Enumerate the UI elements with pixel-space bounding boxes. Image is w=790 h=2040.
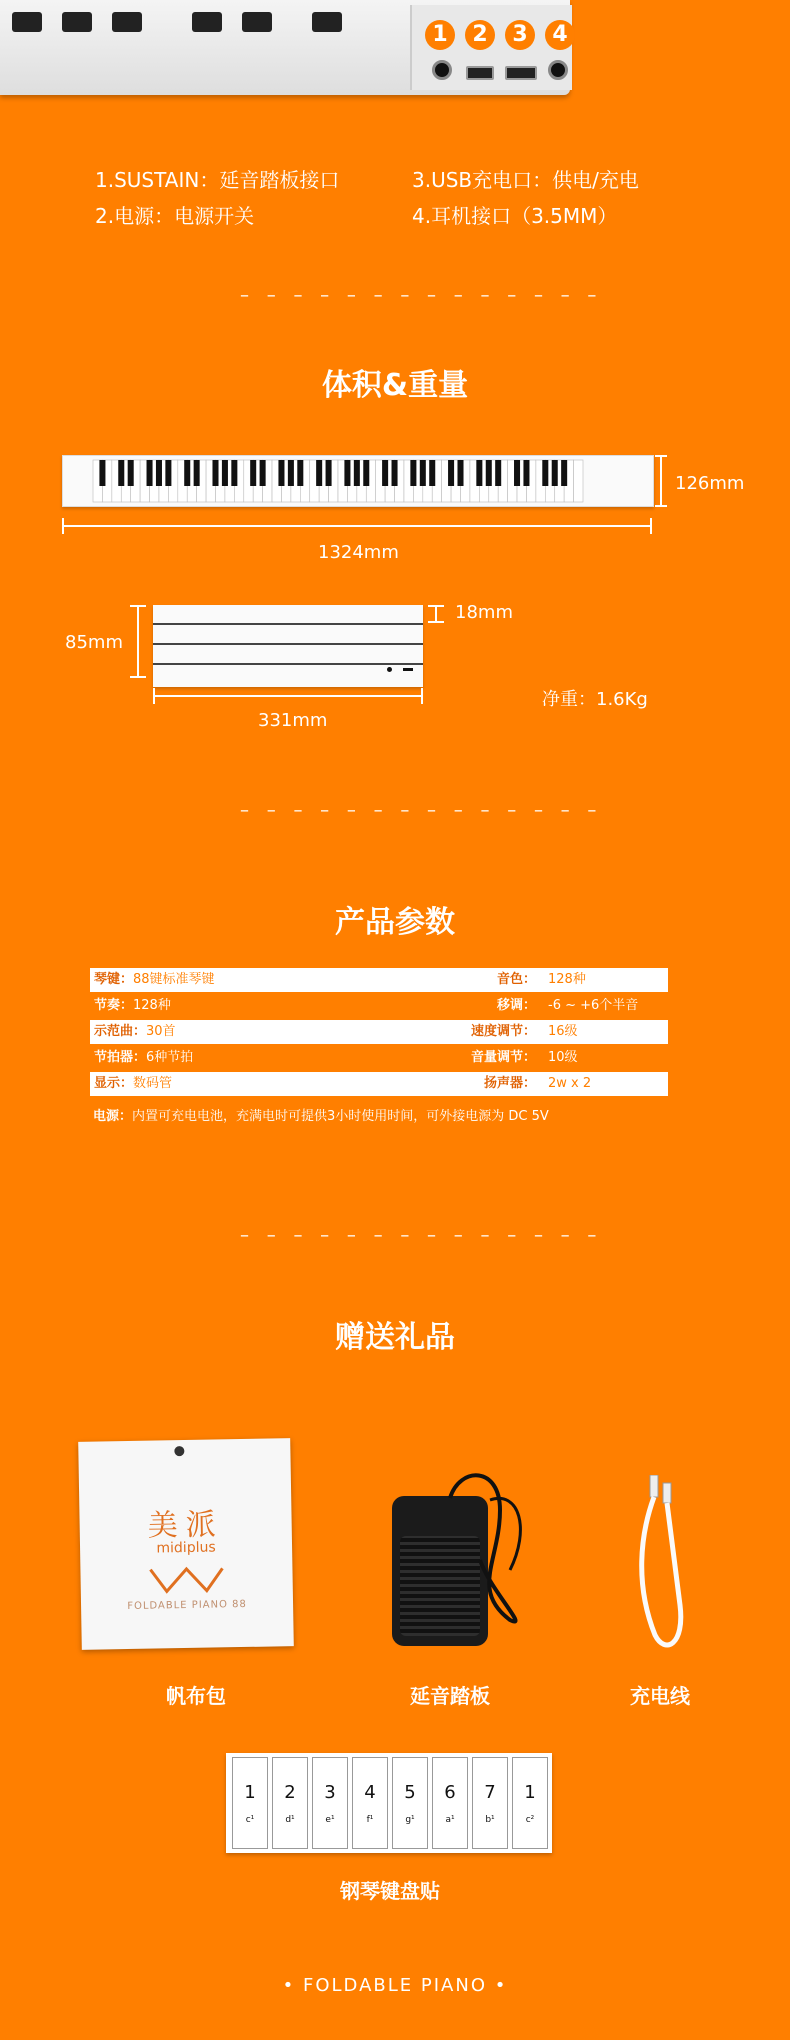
black-key bbox=[147, 460, 153, 486]
sticker-note: b¹ bbox=[485, 1815, 495, 1825]
black-key bbox=[326, 460, 332, 486]
piano-key bbox=[242, 12, 272, 32]
sticker-note: c¹ bbox=[245, 1815, 255, 1825]
sticker-num: 1 bbox=[524, 1782, 536, 1803]
folded-piano-illustration bbox=[153, 605, 423, 687]
black-key bbox=[118, 460, 124, 486]
spec-label: 示范曲： bbox=[94, 1024, 147, 1039]
divider: – – – – – – – – – – – – – – bbox=[240, 1225, 603, 1246]
sticker-key bbox=[472, 1757, 508, 1849]
black-key bbox=[552, 460, 558, 486]
sticker-num: 3 bbox=[324, 1782, 336, 1803]
piano-key bbox=[112, 12, 142, 32]
spec-value: -6 ~ +6个半音 bbox=[548, 998, 639, 1013]
sticker-key bbox=[312, 1757, 348, 1849]
sticker-note: e¹ bbox=[325, 1815, 335, 1825]
spec-row bbox=[90, 994, 668, 1018]
spec-value: 6种节拍 bbox=[146, 1050, 194, 1065]
port-desc-4: 4.耳机接口（3.5MM） bbox=[412, 204, 618, 228]
pedal-cable bbox=[430, 1470, 540, 1630]
usb-port bbox=[505, 66, 537, 80]
black-key bbox=[344, 460, 350, 486]
sticker-key bbox=[512, 1757, 548, 1849]
sticker-key bbox=[232, 1757, 268, 1849]
sticker-note: c² bbox=[525, 1815, 535, 1825]
black-key bbox=[194, 460, 200, 486]
black-key bbox=[392, 460, 398, 486]
spec-label: 琴键： bbox=[94, 972, 134, 987]
power-switch bbox=[466, 66, 494, 80]
piano-key bbox=[12, 12, 42, 32]
black-key bbox=[457, 460, 463, 486]
spec-label: 音色： bbox=[497, 972, 537, 987]
spec-value: 128种 bbox=[133, 998, 171, 1013]
spec-value: 10级 bbox=[548, 1050, 578, 1065]
black-key bbox=[523, 460, 529, 486]
black-key bbox=[316, 460, 322, 486]
sticker-key bbox=[432, 1757, 468, 1849]
black-key bbox=[363, 460, 369, 486]
headphone-port bbox=[548, 60, 568, 80]
piano-key bbox=[192, 12, 222, 32]
port-number: 4 bbox=[545, 20, 575, 50]
black-key bbox=[382, 460, 388, 486]
sticker-num: 7 bbox=[484, 1782, 496, 1803]
spec-row bbox=[90, 1072, 668, 1096]
key-sticker-image bbox=[226, 1753, 552, 1853]
footer-text: • FOLDABLE PIANO • bbox=[282, 1975, 508, 1996]
port-number: 2 bbox=[465, 20, 495, 50]
spec-label: 扬声器： bbox=[484, 1076, 537, 1091]
black-key bbox=[514, 460, 520, 486]
dim-thickness: 18mm bbox=[455, 602, 513, 623]
gift-label-cable: 充电线 bbox=[630, 1684, 690, 1708]
dim-folded-length: 331mm bbox=[258, 710, 328, 731]
white-key bbox=[574, 460, 583, 502]
spec-label: 移调： bbox=[497, 998, 537, 1013]
sticker-num: 6 bbox=[444, 1782, 456, 1803]
bag-logo: 美派 bbox=[147, 1507, 224, 1544]
power-label: 电源： bbox=[93, 1109, 133, 1124]
canvas-bag-image bbox=[78, 1438, 294, 1650]
black-key bbox=[495, 460, 501, 486]
black-key bbox=[288, 460, 294, 486]
black-key bbox=[278, 460, 284, 486]
dim-height: 126mm bbox=[675, 473, 745, 494]
black-key bbox=[212, 460, 218, 486]
gift-title: 赠送礼品 bbox=[335, 1320, 455, 1355]
sticker-note: g¹ bbox=[405, 1815, 415, 1825]
power-spec bbox=[93, 1105, 549, 1124]
spec-value: 88键标准琴键 bbox=[133, 972, 215, 987]
sticker-note: a¹ bbox=[445, 1815, 455, 1825]
bag-text: FOLDABLE PIANO 88 bbox=[127, 1598, 247, 1613]
black-key bbox=[165, 460, 171, 486]
gift-label-bag: 帆布包 bbox=[166, 1684, 226, 1708]
spec-label: 显示： bbox=[94, 1076, 134, 1091]
keyboard-illustration bbox=[62, 455, 654, 507]
bag-sub: midiplus bbox=[156, 1539, 216, 1557]
black-key bbox=[410, 460, 416, 486]
piano-key bbox=[312, 12, 342, 32]
black-key bbox=[486, 460, 492, 486]
spec-title: 产品参数 bbox=[335, 905, 455, 940]
black-key bbox=[231, 460, 237, 486]
black-key bbox=[260, 460, 266, 486]
spec-label: 音量调节： bbox=[471, 1050, 537, 1065]
divider: – – – – – – – – – – – – – – bbox=[240, 285, 603, 306]
black-key bbox=[297, 460, 303, 486]
spec-row bbox=[90, 1020, 668, 1044]
spec-value: 128种 bbox=[548, 972, 586, 987]
sticker-note: f¹ bbox=[366, 1815, 374, 1825]
port-panel-photo bbox=[0, 0, 570, 95]
black-key bbox=[354, 460, 360, 486]
port-number: 1 bbox=[425, 20, 455, 50]
sticker-num: 1 bbox=[244, 1782, 256, 1803]
sticker-num: 4 bbox=[364, 1782, 376, 1803]
piano-key bbox=[62, 12, 92, 32]
spec-row bbox=[90, 1046, 668, 1070]
black-key bbox=[222, 460, 228, 486]
size-title: 体积&重量 bbox=[321, 368, 469, 403]
port-desc-1: 1.SUSTAIN：延音踏板接口 bbox=[95, 168, 340, 192]
spec-label: 速度调节： bbox=[471, 1024, 537, 1039]
black-key bbox=[420, 460, 426, 486]
black-key bbox=[542, 460, 548, 486]
black-key bbox=[99, 460, 105, 486]
black-key bbox=[448, 460, 454, 486]
port-desc-2: 2.电源：电源开关 bbox=[95, 204, 255, 228]
spec-value: 2w x 2 bbox=[548, 1076, 592, 1091]
black-key bbox=[128, 460, 134, 486]
black-key bbox=[476, 460, 482, 486]
spec-value: 30首 bbox=[146, 1024, 176, 1039]
dim-folded-height: 85mm bbox=[65, 632, 123, 653]
black-key bbox=[184, 460, 190, 486]
spec-label: 节奏： bbox=[94, 998, 134, 1013]
charging-cable-image bbox=[630, 1475, 690, 1655]
gift-label-sticker: 钢琴键盘贴 bbox=[340, 1879, 440, 1903]
sticker-num: 5 bbox=[404, 1782, 416, 1803]
sticker-num: 2 bbox=[284, 1782, 296, 1803]
black-key bbox=[561, 460, 567, 486]
port-desc-3: 3.USB充电口：供电/充电 bbox=[412, 168, 639, 192]
black-key bbox=[156, 460, 162, 486]
port-number: 3 bbox=[505, 20, 535, 50]
gift-label-pedal: 延音踏板 bbox=[410, 1684, 490, 1708]
net-weight: 净重：1.6Kg bbox=[542, 689, 648, 710]
sticker-note: d¹ bbox=[285, 1815, 295, 1825]
dim-length: 1324mm bbox=[318, 542, 399, 563]
spec-label: 节拍器： bbox=[94, 1050, 147, 1065]
power-value: 内置可充电电池，充满电时可提供3小时使用时间，可外接电源为 DC 5V bbox=[132, 1109, 549, 1124]
sticker-key bbox=[392, 1757, 428, 1849]
spec-row bbox=[90, 968, 668, 992]
black-key bbox=[250, 460, 256, 486]
divider: – – – – – – – – – – – – – – bbox=[240, 800, 603, 821]
sticker-key bbox=[272, 1757, 308, 1849]
black-key bbox=[429, 460, 435, 486]
sustain-port bbox=[432, 60, 452, 80]
sticker-key bbox=[352, 1757, 388, 1849]
spec-value: 数码管 bbox=[133, 1076, 173, 1091]
spec-value: 16级 bbox=[548, 1024, 578, 1039]
